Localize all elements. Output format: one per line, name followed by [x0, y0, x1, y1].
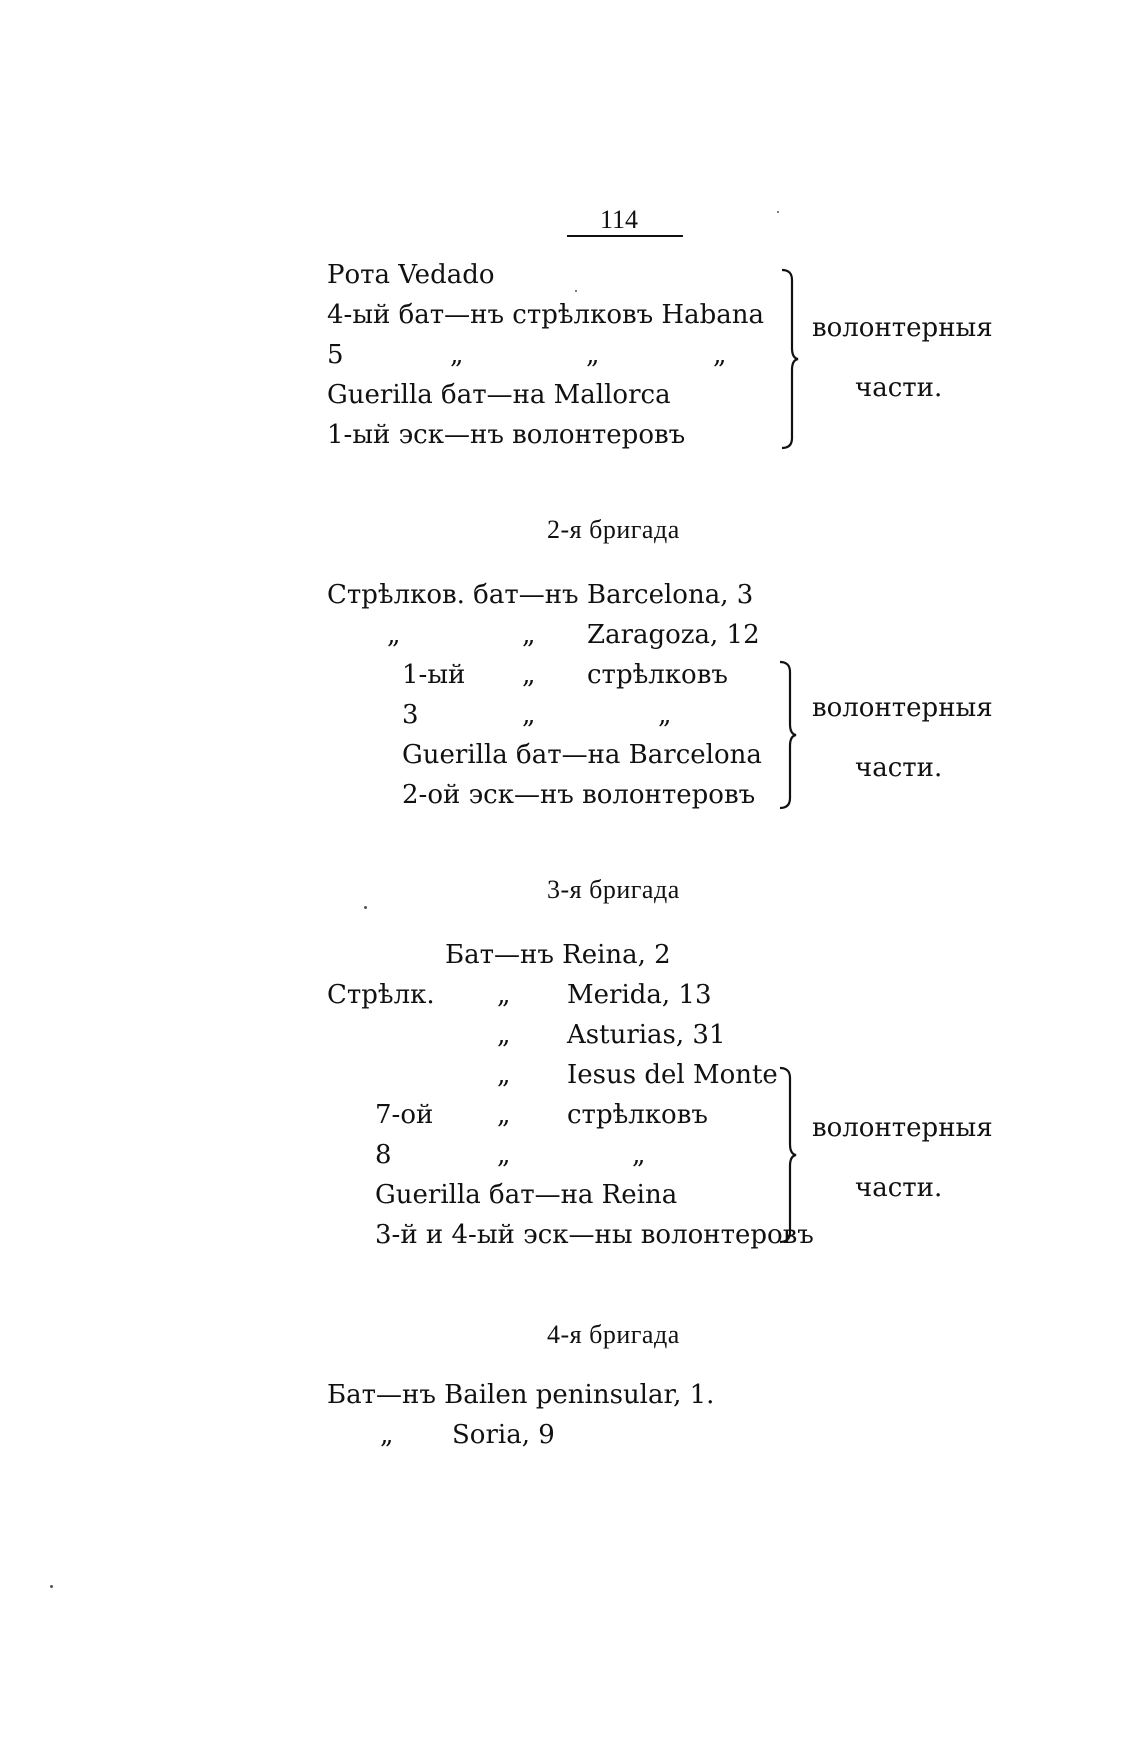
entry-line: стрѣлковъ	[567, 1100, 708, 1130]
page-number-rule	[567, 235, 683, 237]
entry-line: Zaragoza, 12	[587, 620, 760, 650]
scan-speck	[50, 1585, 53, 1588]
right-brace	[780, 268, 800, 450]
bracket-label: волонтерныя	[812, 1113, 993, 1143]
ditto-mark: „	[632, 1140, 646, 1170]
bracket-label: части.	[855, 753, 943, 783]
entry-line: Бат—нъ Bailen peninsular, 1.	[327, 1380, 715, 1410]
ditto-mark: „	[586, 340, 600, 370]
ditto-mark: „	[522, 620, 536, 650]
ditto-mark: „	[713, 340, 727, 370]
entry-line: Iesus del Monte	[567, 1060, 778, 1090]
entry-line: Стрѣлк.	[327, 980, 435, 1010]
entry-line: Бат—нъ Reina, 2	[445, 940, 671, 970]
entry-line: Pота Vedado	[327, 260, 495, 290]
entry-line: 3	[402, 700, 419, 730]
entry-line: 7-ой	[375, 1100, 434, 1130]
bracket-label: волонтерныя	[812, 693, 993, 723]
brigade-heading: 4-я бригада	[547, 1320, 680, 1349]
ditto-mark: „	[522, 700, 536, 730]
brigade-heading: 2-я бригада	[547, 515, 680, 544]
entry-line: 2-ой эск—нъ волонтеровъ	[402, 780, 756, 810]
entry-line: Asturias, 31	[567, 1020, 726, 1050]
ditto-mark: „	[450, 340, 464, 370]
ditto-mark: „	[497, 1100, 511, 1130]
ditto-mark: „	[497, 1020, 511, 1050]
ditto-mark: „	[497, 980, 511, 1010]
entry-line: Barcelona, 3	[587, 580, 754, 610]
entry-line: стрѣлковъ	[587, 660, 728, 690]
page-number: 114	[600, 205, 639, 234]
entry-line: Soria, 9	[452, 1420, 555, 1450]
ditto-mark: „	[658, 700, 672, 730]
scan-speck	[575, 290, 577, 292]
bracket-label: волонтерныя	[812, 313, 993, 343]
entry-line: Guerilla бат—на Reina	[375, 1180, 678, 1210]
ditto-mark: „	[497, 1060, 511, 1090]
entry-line: Guerilla бат—на Barcelona	[402, 740, 762, 770]
ditto-mark: „	[497, 1140, 511, 1170]
bracket-label: части.	[855, 1173, 943, 1203]
ditto-mark: „	[387, 620, 401, 650]
entry-line: 1-ый	[402, 660, 466, 690]
entry-line: 5	[327, 340, 344, 370]
brigade-heading: 3-я бригада	[547, 875, 680, 904]
entry-line: Merida, 13	[567, 980, 712, 1010]
scan-speck	[777, 211, 779, 213]
entry-line: 3-й и 4-ый эск—ны волонтеровъ	[375, 1220, 814, 1250]
entry-line: Guerilla бат—на Mallorca	[327, 380, 671, 410]
entry-line: 1-ый эск—нъ волонтеровъ	[327, 420, 686, 450]
scan-speck	[364, 906, 367, 909]
ditto-mark: „	[380, 1420, 394, 1450]
entry-line: Стрѣлков. бат—нъ	[327, 580, 579, 610]
right-brace	[778, 1066, 798, 1244]
entry-line: 4-ый бат—нъ стрѣлковъ Habana	[327, 300, 764, 330]
bracket-label: части.	[855, 373, 943, 403]
ditto-mark: „	[522, 660, 536, 690]
entry-line: 8	[375, 1140, 392, 1170]
right-brace	[778, 660, 798, 810]
